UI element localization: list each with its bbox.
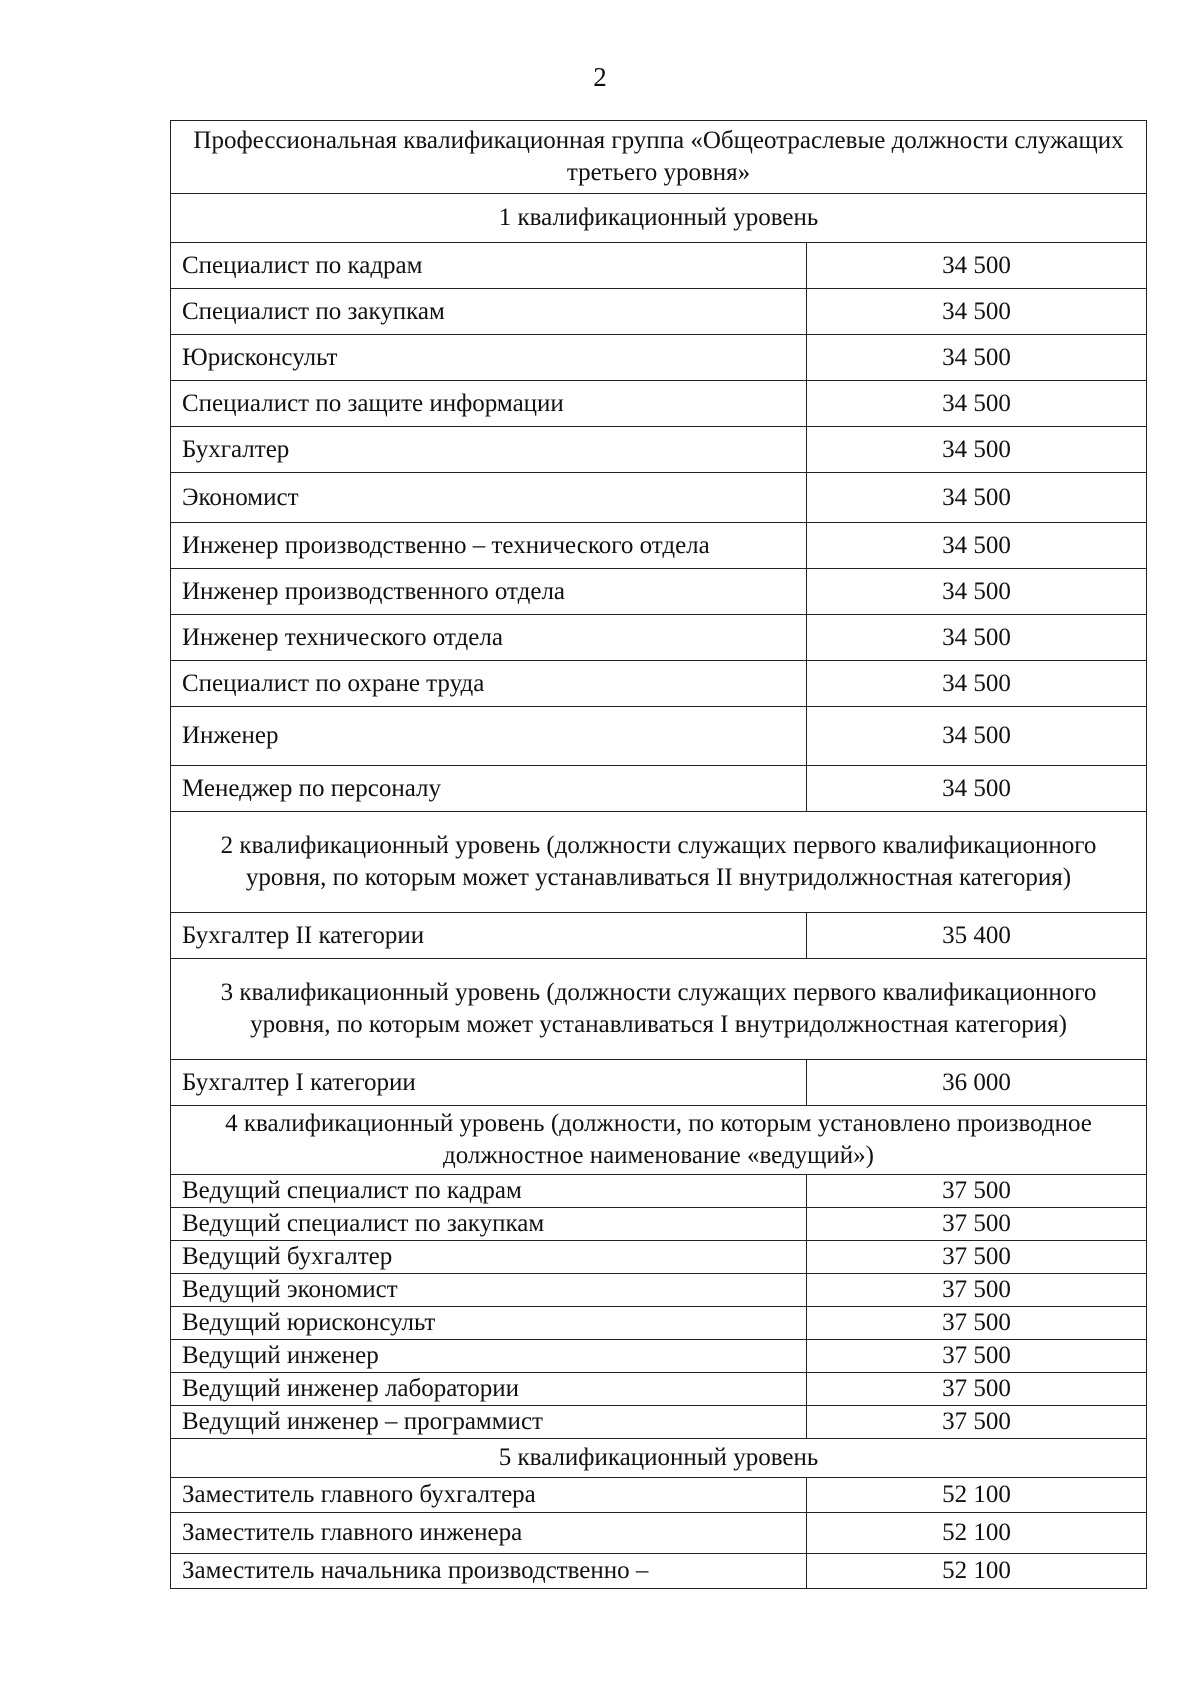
position-name: Инженер технического отдела xyxy=(171,615,807,661)
level-header-row xyxy=(171,1106,1147,1175)
salary-table xyxy=(170,120,1147,1589)
position-name: Бухгалтер xyxy=(171,427,807,473)
salary-value: 52 100 xyxy=(807,1513,1147,1554)
position-name: Менеджер по персоналу xyxy=(171,766,807,812)
salary-value: 37 500 xyxy=(807,1406,1147,1439)
level-header-row xyxy=(171,959,1147,1060)
salary-value: 34 500 xyxy=(807,289,1147,335)
salary-value: 37 500 xyxy=(807,1208,1147,1241)
position-name: Инженер производственного отдела xyxy=(171,569,807,615)
salary-value: 34 500 xyxy=(807,766,1147,812)
table-row xyxy=(171,427,1147,473)
salary-value: 34 500 xyxy=(807,335,1147,381)
salary-value: 52 100 xyxy=(807,1554,1147,1589)
table-row xyxy=(171,473,1147,523)
salary-value: 35 400 xyxy=(807,913,1147,959)
level-1-title: 1 квалификационный уровень xyxy=(171,194,1147,243)
table-row xyxy=(171,1241,1147,1274)
table-row xyxy=(171,707,1147,766)
table-row xyxy=(171,289,1147,335)
salary-value: 37 500 xyxy=(807,1340,1147,1373)
level-header-row xyxy=(171,194,1147,243)
position-name: Заместитель главного инженера xyxy=(171,1513,807,1554)
position-name: Специалист по закупкам xyxy=(171,289,807,335)
position-name: Ведущий специалист по кадрам xyxy=(171,1175,807,1208)
table-row xyxy=(171,615,1147,661)
position-name: Инженер xyxy=(171,707,807,766)
table-row xyxy=(171,1274,1147,1307)
table-row xyxy=(171,1373,1147,1406)
position-name: Бухгалтер I категории xyxy=(171,1060,807,1106)
table-row xyxy=(171,766,1147,812)
position-name: Ведущий инженер лаборатории xyxy=(171,1373,807,1406)
level-4-title: 4 квалификационный уровень (должности, по которым установлено производное должностное наименование «ведущий») xyxy=(171,1106,1147,1175)
table-row xyxy=(171,1406,1147,1439)
salary-value: 52 100 xyxy=(807,1478,1147,1513)
position-name: Инженер производственно – технического отдела xyxy=(171,523,807,569)
position-name: Специалист по охране труда xyxy=(171,661,807,707)
salary-value: 34 500 xyxy=(807,427,1147,473)
level-3-title: 3 квалификационный уровень (должности служащих первого квалификационного уровня, по которым может устанавливаться I внутридолжностная категория) xyxy=(171,959,1147,1060)
table-row xyxy=(171,1060,1147,1106)
level-header-row xyxy=(171,812,1147,913)
table-row xyxy=(171,1175,1147,1208)
salary-value: 34 500 xyxy=(807,473,1147,523)
position-name: Ведущий юрисконсульт xyxy=(171,1307,807,1340)
position-name: Заместитель главного бухгалтера xyxy=(171,1478,807,1513)
professional-group-title: Профессиональная квалификационная группа «Общеотраслевые должности служащих третьего уровня» xyxy=(171,121,1147,194)
salary-value: 34 500 xyxy=(807,569,1147,615)
salary-value: 37 500 xyxy=(807,1373,1147,1406)
position-name: Специалист по кадрам xyxy=(171,243,807,289)
page-number: 2 xyxy=(593,62,607,92)
salary-value: 37 500 xyxy=(807,1307,1147,1340)
table-row xyxy=(171,243,1147,289)
level-2-title: 2 квалификационный уровень (должности служащих первого квалификационного уровня, по которым может устанавливаться II внутридолжностная категория) xyxy=(171,812,1147,913)
position-name: Ведущий инженер – программист xyxy=(171,1406,807,1439)
position-name: Ведущий экономист xyxy=(171,1274,807,1307)
table-row xyxy=(171,335,1147,381)
table-row xyxy=(171,569,1147,615)
salary-value: 34 500 xyxy=(807,243,1147,289)
table-row xyxy=(171,1340,1147,1373)
table-row xyxy=(171,1478,1147,1513)
table-row xyxy=(171,1208,1147,1241)
position-name: Ведущий бухгалтер xyxy=(171,1241,807,1274)
salary-value: 37 500 xyxy=(807,1274,1147,1307)
salary-value: 36 000 xyxy=(807,1060,1147,1106)
table-row xyxy=(171,661,1147,707)
table-row xyxy=(171,381,1147,427)
salary-value: 37 500 xyxy=(807,1175,1147,1208)
level-5-title: 5 квалификационный уровень xyxy=(171,1439,1147,1478)
table-header-row xyxy=(171,121,1147,194)
salary-value: 34 500 xyxy=(807,661,1147,707)
salary-value: 34 500 xyxy=(807,615,1147,661)
position-name: Заместитель начальника производственно – xyxy=(171,1554,807,1589)
table-row xyxy=(171,913,1147,959)
salary-value: 34 500 xyxy=(807,523,1147,569)
salary-value: 34 500 xyxy=(807,707,1147,766)
table-row xyxy=(171,1513,1147,1554)
table-row xyxy=(171,1554,1147,1589)
position-name: Ведущий инженер xyxy=(171,1340,807,1373)
table-row xyxy=(171,523,1147,569)
salary-value: 34 500 xyxy=(807,381,1147,427)
position-name: Юрисконсульт xyxy=(171,335,807,381)
level-header-row xyxy=(171,1439,1147,1478)
position-name: Ведущий специалист по закупкам xyxy=(171,1208,807,1241)
salary-value: 37 500 xyxy=(807,1241,1147,1274)
position-name: Специалист по защите информации xyxy=(171,381,807,427)
position-name: Бухгалтер II категории xyxy=(171,913,807,959)
position-name: Экономист xyxy=(171,473,807,523)
table-row xyxy=(171,1307,1147,1340)
